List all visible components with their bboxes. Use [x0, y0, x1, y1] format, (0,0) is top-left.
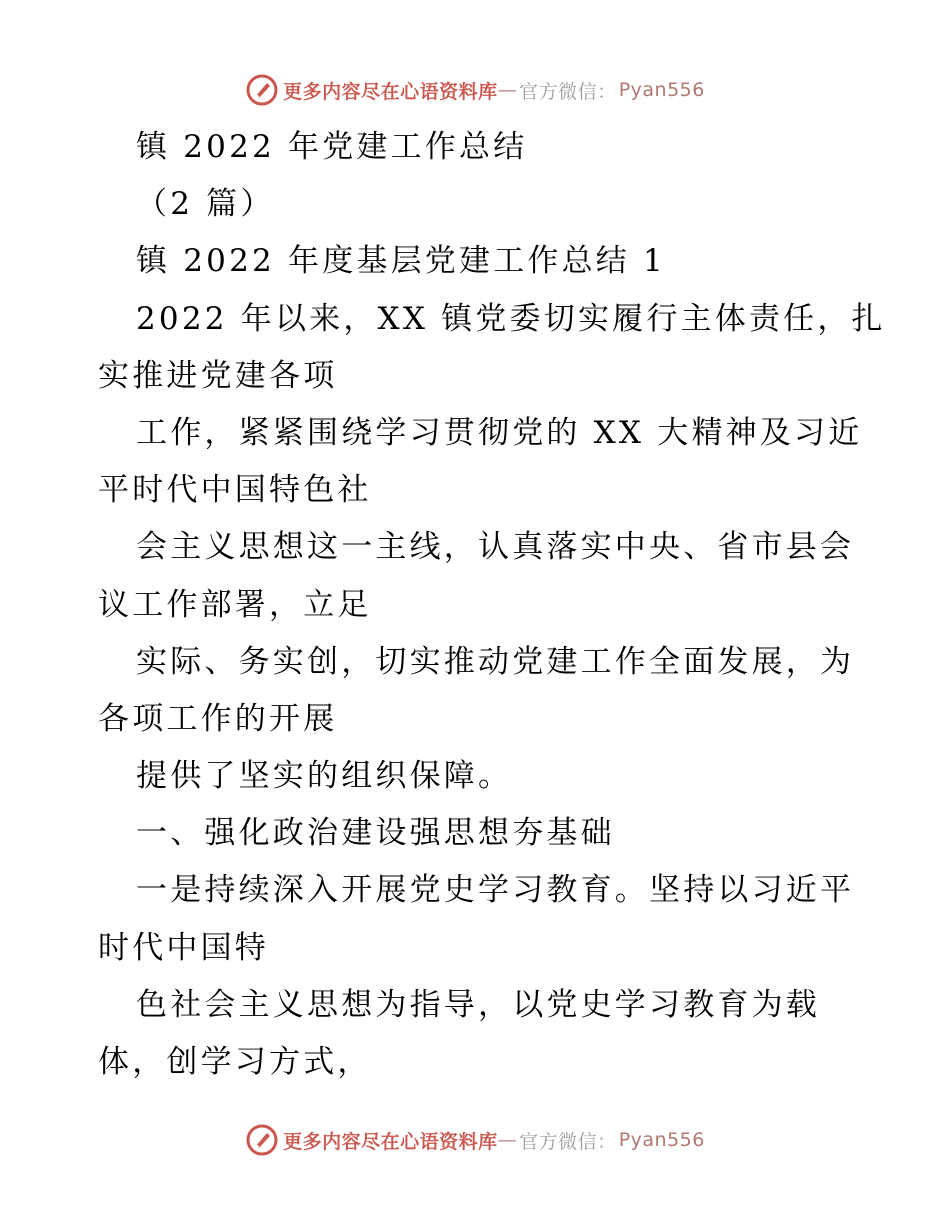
paragraph-line: 2022 年以来，XX 镇党委切实履行主体责任，扎: [136, 300, 886, 337]
section-heading: 镇 2022 年度基层党建工作总结 1: [136, 243, 666, 280]
banner-contact-id: Pyan556: [618, 79, 705, 101]
banner-brand-text: 更多内容尽在心语资料库: [283, 80, 498, 103]
header-banner: [0, 72, 950, 108]
paragraph-line: 体，创学习方式，: [98, 1044, 372, 1080]
paragraph-line: 实际、务实创，切实推动党建工作全面发展，为: [136, 643, 855, 680]
document-body: [98, 119, 886, 1091]
paragraph-line: 时代中国特: [98, 929, 269, 966]
paragraph-line: 议工作部署，立足: [98, 586, 372, 623]
paragraph-line: 平时代中国特色社: [98, 472, 372, 509]
banner-contact-id: Pyan556: [618, 1129, 705, 1151]
paragraph-line: 会主义思想这一主线，认真落实中央、省市县会: [136, 529, 855, 566]
paragraph-line: 实推进党建各项: [98, 357, 338, 394]
document-subtitle: （2 篇）: [136, 186, 275, 223]
pen-nib-circle-icon: [245, 1123, 279, 1157]
paragraph-line: 各项工作的开展: [98, 700, 338, 737]
footer-banner: [0, 1122, 950, 1158]
pen-nib-circle-icon: [245, 73, 279, 107]
paragraph-line: 色社会主义思想为指导，以党史学习教育为载: [136, 986, 820, 1023]
banner-contact-label: 官方微信：: [519, 80, 617, 103]
subsection-heading: 一、强化政治建设强思想夯基础: [136, 815, 615, 852]
paragraph-line: 一是持续深入开展党史学习教育。坚持以习近平: [136, 872, 855, 909]
document-title: 镇 2022 年党建工作总结: [136, 129, 528, 165]
banner-contact-label: 官方微信：: [519, 1130, 617, 1153]
banner-separator: —: [497, 79, 518, 101]
paragraph-line: 工作，紧紧围绕学习贯彻党的 XX 大精神及习近: [136, 414, 863, 451]
banner-separator: —: [497, 1129, 518, 1151]
banner-brand-text: 更多内容尽在心语资料库: [283, 1130, 498, 1153]
paragraph-line: 提供了坚实的组织保障。: [136, 758, 513, 795]
